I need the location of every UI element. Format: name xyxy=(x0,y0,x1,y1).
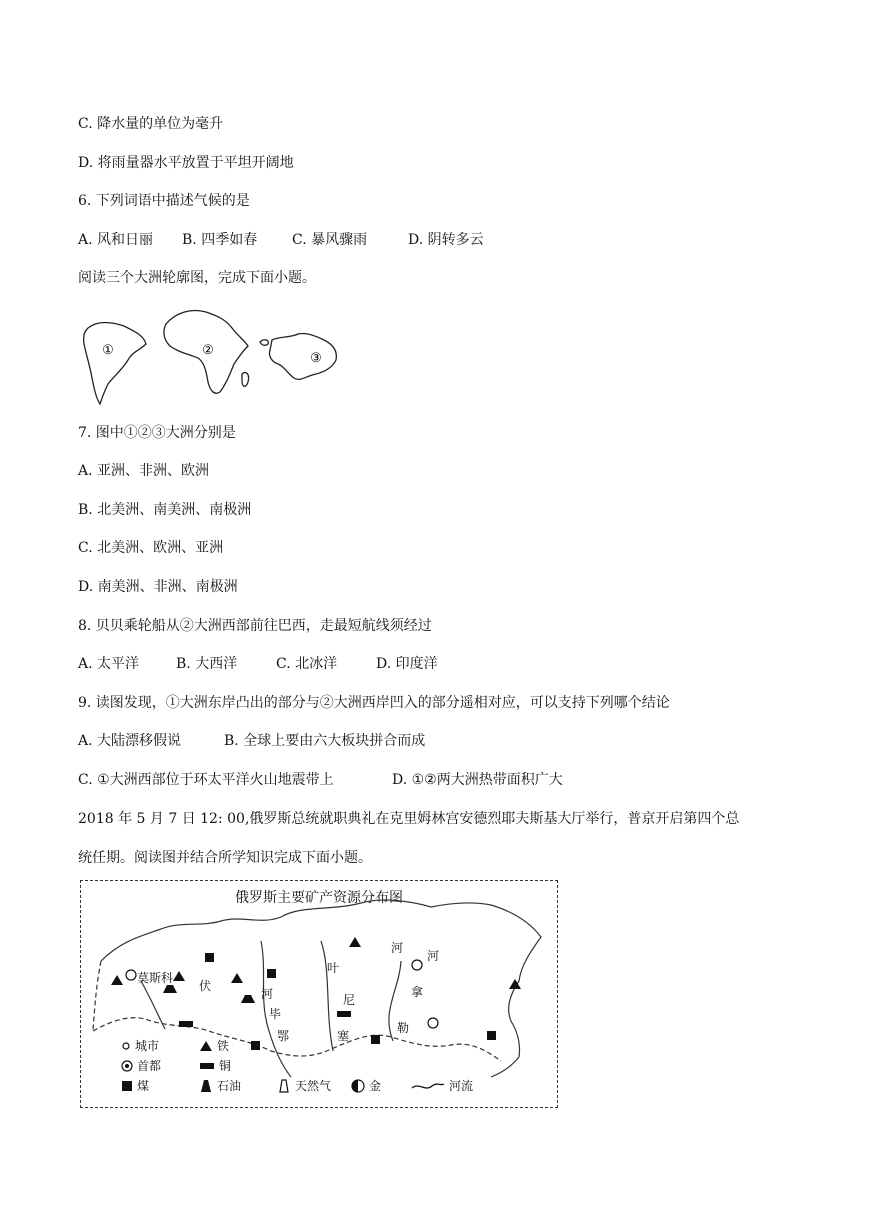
oil-trapezoid-icon xyxy=(199,1079,213,1093)
iron-triangle xyxy=(173,971,185,981)
q8-option-c: C. 北冰洋 xyxy=(276,656,338,672)
intro-russia-line2: 统任期。阅读图并结合所学知识完成下面小题。 xyxy=(78,850,372,866)
coal-square xyxy=(487,1031,496,1040)
map-label-moscow: 莫斯科 xyxy=(137,971,174,985)
q6-option-d: D. 阴转多云 xyxy=(408,232,484,248)
map-label-he-3: 河 xyxy=(427,949,440,963)
coal-square xyxy=(251,1041,260,1050)
capital-circle-icon xyxy=(121,1060,133,1072)
q8-option-d: D. 印度洋 xyxy=(376,656,438,672)
q8-options xyxy=(78,654,438,674)
copper-bar xyxy=(337,1011,351,1017)
coal-square-icon xyxy=(121,1080,133,1092)
continent-label-3: ③ xyxy=(310,351,322,366)
map-title: 俄罗斯主要矿产资源分布图 xyxy=(235,890,403,906)
q6-option-b: B. 四季如春 xyxy=(182,232,258,248)
q9-option-a: A. 大陆漂移假说 xyxy=(78,733,182,749)
coal-square xyxy=(371,1035,380,1044)
coal-square xyxy=(267,969,276,978)
q6-options xyxy=(78,230,484,250)
map-label-le: 勒 xyxy=(397,1021,410,1035)
legend-river: 河流 xyxy=(411,1077,473,1094)
river-line-icon xyxy=(411,1080,445,1092)
q9-options-ab xyxy=(78,731,425,751)
q9-option-c: C. ①大洲西部位于环太平洋火山地震带上 xyxy=(78,772,334,788)
q8-option-a: A. 太平洋 xyxy=(78,656,140,672)
continent-label-1: ① xyxy=(102,343,114,358)
river-volga xyxy=(141,981,165,1029)
iron-triangle-icon xyxy=(199,1040,213,1052)
capital-circle xyxy=(126,970,136,980)
south-america-outline xyxy=(84,323,146,405)
western-border xyxy=(93,961,101,1031)
copper-bar xyxy=(179,1021,193,1027)
legend-capital: 首都 xyxy=(121,1057,161,1074)
legend-gas: 天然气 xyxy=(277,1077,331,1094)
q9-option-b: B. 全球上要由六大板块拼合而成 xyxy=(224,733,426,749)
q9-option-d: D. ①②两大洲热带面积广大 xyxy=(392,772,563,788)
continent-outlines-figure xyxy=(80,306,350,406)
iron-triangle xyxy=(231,973,243,983)
oil-trapezoid xyxy=(241,995,255,1003)
map-label-he-2: 河 xyxy=(391,941,404,955)
legend-coal: 煤 xyxy=(121,1077,149,1094)
oil-trapezoid xyxy=(163,985,177,993)
q8-option-b: B. 大西洋 xyxy=(176,656,238,672)
continent-label-2: ② xyxy=(202,343,214,358)
q7-option-d: D. 南美洲、非洲、南极洲 xyxy=(78,579,238,595)
legend-city: 城市 xyxy=(121,1037,159,1054)
q9-stem: 9. 读图发现，①大洲东岸凸出的部分与②大洲西岸凹入的部分遥相对应，可以支持下列哪个结论 xyxy=(78,695,670,711)
q8-stem: 8. 贝贝乘轮船从②大洲西部前往巴西，走最短航线须经过 xyxy=(78,618,432,634)
antarctica-outline xyxy=(260,333,336,379)
q6-option-a: A. 风和日丽 xyxy=(78,232,154,248)
map-label-bi: 毕 xyxy=(269,1007,282,1021)
map-label-fu: 伏 xyxy=(199,979,212,993)
map-label-e: 鄂 xyxy=(277,1029,290,1043)
map-symbols xyxy=(111,937,521,1050)
q9-options-cd xyxy=(78,770,563,790)
river-yenisei xyxy=(321,941,333,1051)
q5-option-c: C. 降水量的单位为毫升 xyxy=(78,116,224,132)
map-label-ni: 尼 xyxy=(343,993,356,1007)
legend-gold: 金 xyxy=(351,1077,381,1094)
gold-half xyxy=(412,960,422,970)
q6-option-c: C. 暴风骤雨 xyxy=(292,232,368,248)
russia-resource-map xyxy=(80,880,558,1108)
map-label-ye: 叶 xyxy=(327,961,340,975)
gas-outline-icon xyxy=(277,1079,291,1093)
iron-triangle xyxy=(111,975,123,985)
legend-copper: 铜 xyxy=(199,1057,231,1074)
intro-russia-line1: 2018 年 5 月 7 日 12: 00,俄罗斯总统就职典礼在克里姆林宫安德烈耶夫斯基大厅举行，普京开启第四个总 xyxy=(78,811,740,827)
q5-option-d: D. 将雨量器水平放置于平坦开阔地 xyxy=(78,155,294,171)
intro-continents: 阅读三个大洲轮廓图，完成下面小题。 xyxy=(78,270,316,286)
iron-triangle xyxy=(349,937,361,947)
q7-option-a: A. 亚洲、非洲、欧洲 xyxy=(78,463,210,479)
gold-half-icon xyxy=(351,1079,365,1093)
city-dot-icon xyxy=(121,1041,131,1051)
map-label-he-1: 河 xyxy=(261,987,274,1001)
copper-bar-icon xyxy=(199,1061,215,1071)
q7-option-c: C. 北美洲、欧洲、亚洲 xyxy=(78,540,224,556)
coal-square xyxy=(205,953,214,962)
q7-stem: 7. 图中①②③大洲分别是 xyxy=(78,425,236,441)
legend-iron: 铁 xyxy=(199,1037,229,1054)
legend-oil: 石油 xyxy=(199,1077,241,1094)
q6-stem: 6. 下列词语中描述气候的是 xyxy=(78,193,250,209)
map-label-na: 拿 xyxy=(411,985,424,999)
map-label-sai: 塞 xyxy=(337,1029,350,1043)
q7-option-b: B. 北美洲、南美洲、南极洲 xyxy=(78,502,252,518)
gold-half xyxy=(428,1018,438,1028)
